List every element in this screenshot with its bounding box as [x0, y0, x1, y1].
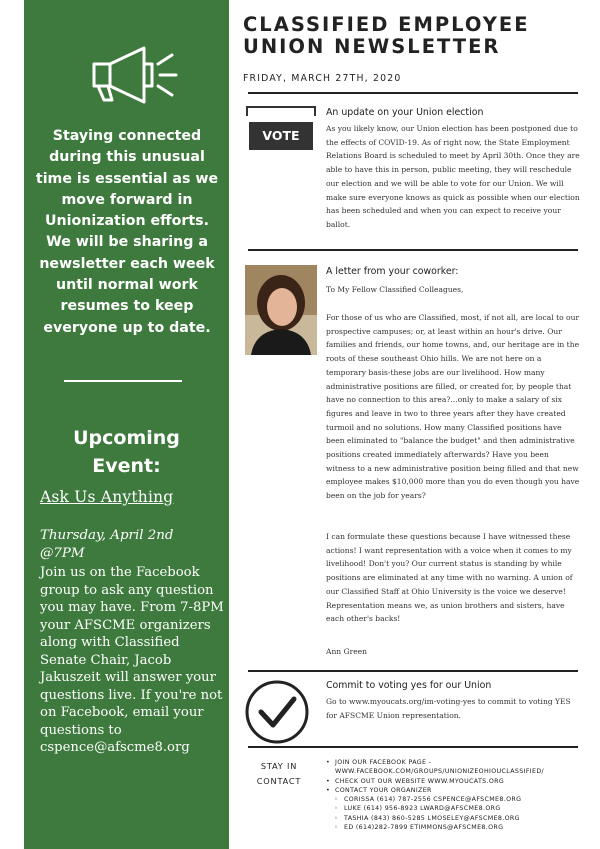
organizer-corissa[interactable]: ◦ CORISSA (614) 787-2556 CSPENCE@AFSCME8.ORG — [326, 795, 588, 804]
election-heading: An update on your Union election — [326, 107, 484, 118]
stay-line2: CONTACT — [256, 776, 302, 786]
facebook-link[interactable]: WWW.FACEBOOK.COM/GROUPS/UNIONIZEOHIOUCLASSIFIED/ — [335, 768, 545, 776]
checkmark-circle-icon — [244, 679, 310, 745]
sidebar-intro: Staying connected during this unusual time is essential as we move forward in Unionization efforts. We will be sharing a newsletter each week until normal work resumes to keep everyone up to date. — [35, 128, 219, 336]
event-date-line2: @7PM — [40, 546, 85, 561]
divider-commit — [248, 746, 578, 748]
stay-in-contact-label — [250, 759, 308, 789]
letter-heading: A letter from your coworker: — [326, 266, 459, 277]
event-heading — [24, 424, 229, 480]
ballot-box-icon — [246, 106, 316, 154]
contact-list — [326, 758, 588, 832]
organizer-ed[interactable]: ◦ ED (614)282-7899 ETIMMONS@AFSCME8.ORG — [326, 823, 588, 832]
event-heading-line1: Upcoming — [73, 427, 180, 449]
author-photo — [245, 265, 317, 355]
letter-paragraph-2: I can formulate these questions because I have witnessed these actions! I want representation with a voice when it comes to my livelihood! Don't you? Our current status is standing by while positions are eliminated at any time with no warning. A union of our Classified Staff at Ohio University is the voice we deserve! Representation means we, as union brothers and sisters, have each other's backs! — [326, 532, 573, 624]
vote-label: VOTE — [249, 122, 313, 150]
organizer-luke[interactable]: ◦ LUKE (614) 956-8923 LWARD@AFSCME8.ORG — [326, 804, 588, 813]
commit-heading: Commit to voting yes for our Union — [326, 680, 492, 691]
letter-greeting: To My Fellow Classified Colleagues, — [326, 285, 464, 294]
stay-line1: STAY IN — [260, 761, 298, 771]
letter-paragraph-1: For those of us who are Classified, most, if not all, are local to our prospective campuses; or, at least within an hour's drive. Our families and friends, our home towns, and, our heritage are in the roots of these southeast Ohio hills. We are not here on a temporary basis-these jobs are our livelihood. How many administrative positions are filled, or created for, by people that have no connection to this area?...only to make a salary of six figures and leave in two to three years after they have created turmoil and no solutions. How many Classified positions have been eliminated to "balance the budget" and then administrative positions created immediately afterwards? Have you been witness to a new administrative position being filled and that new employee makes $10,000 more than you do even though you have been on the job for years? — [326, 313, 580, 501]
event-date — [40, 527, 220, 563]
event-heading-line2: Event: — [92, 455, 161, 477]
commit-body: Go to www.myoucats.org/im-voting-yes to commit to voting YES for AFSCME Union representation. — [326, 697, 571, 720]
title-line1: CLASSIFIED EMPLOYEE — [243, 13, 530, 36]
sidebar-divider — [64, 380, 182, 382]
website-item[interactable]: • CHECK OUT OUR WEBSITE WWW.MYOUCATS.ORG — [326, 777, 588, 786]
title-line2: UNION NEWSLETTER — [243, 35, 501, 58]
sidebar — [24, 0, 229, 849]
organizer-item: • CONTACT YOUR ORGANIZER — [326, 786, 588, 795]
election-body: As you likely know, our Union election has been postponed due to the effects of COVID-19. As of right now, the State Employment Relations Board is scheduled to meet by April 30th. Once they are able to have this in person, public meeting, they will reschedule our election and we will be able to vote for our Union. We will make sure everyone knows as quick as possible when our election has been scheduled and when you can expect to receive your ballot. — [326, 124, 580, 229]
event-name: Ask Us Anything — [40, 488, 174, 506]
divider-election — [248, 249, 578, 251]
ballot-slot — [246, 106, 316, 116]
letter-signature: Ann Green — [326, 647, 367, 656]
issue-date: FRIDAY, MARCH 27TH, 2020 — [243, 73, 402, 84]
event-date-line1: Thursday, April 2nd — [40, 528, 174, 543]
organizer-tashia[interactable]: ◦ TASHIA (843) 860-5285 LMOSELEY@AFSCME8.ORG — [326, 814, 588, 823]
newsletter-title — [243, 14, 583, 58]
event-description: Join us on the Facebook group to ask any question you may have. From 7-8PM your AFSCME organizers along with Classified Senate Chair, Jacob Jakuszeit will answer your questions live. If you're not on Facebook, email your questions to cspence@afscme8.org — [40, 565, 224, 755]
facebook-item: • JOIN OUR FACEBOOK PAGE - — [326, 758, 588, 767]
megaphone-icon — [84, 44, 194, 104]
divider-letter — [248, 670, 578, 672]
divider-top — [248, 92, 578, 94]
